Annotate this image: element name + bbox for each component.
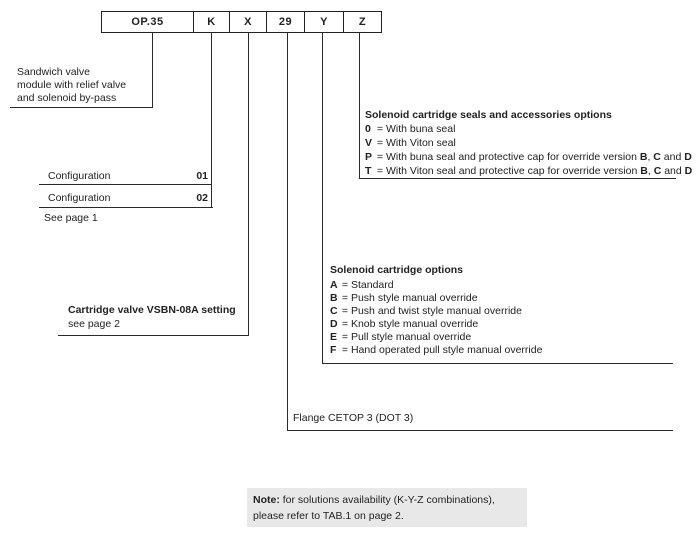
cartridge-setting-title: Cartridge valve VSBN-08A setting [68, 304, 236, 316]
option-desc-segment: C [653, 165, 662, 177]
option-equals: = [339, 331, 351, 343]
config-row-01 [48, 170, 208, 183]
connector-line-x [248, 32, 249, 336]
option-desc-segment: Knob style manual override [350, 318, 479, 330]
see-page-1-note: See page 1 [44, 212, 98, 224]
option-desc-segment: and [660, 151, 685, 163]
option-row [365, 150, 692, 164]
solenoid-options-list [330, 279, 542, 357]
code-box-op35: OP.35 [131, 16, 164, 28]
option-desc-segment: Standard [350, 279, 394, 291]
option-code: T [365, 165, 372, 177]
config-label: Configuration [48, 192, 111, 204]
model-code-boxes [101, 11, 382, 33]
option-equals: = [374, 123, 386, 135]
option-desc-segment: , [647, 165, 654, 177]
option-desc-segment: D [684, 151, 692, 163]
cartridge-setting-note: see page 2 [68, 318, 120, 330]
option-equals: = [339, 305, 351, 317]
option-code: E [330, 331, 338, 343]
connector-line-y [322, 32, 323, 363]
option-code: 0 [365, 123, 371, 135]
code-box-x: X [229, 12, 266, 32]
code-box-k: K [193, 12, 229, 32]
underline-config-02 [39, 207, 213, 208]
option-desc-segment: Push style manual override [350, 292, 478, 304]
option-code: P [365, 151, 373, 163]
underline-sandwich [10, 107, 153, 108]
sandwich-line-1: Sandwich valve [17, 66, 90, 78]
option-row [330, 344, 542, 357]
option-row [330, 305, 542, 318]
option-equals: = [374, 137, 386, 149]
sandwich-line-3: and solenoid by-pass [17, 92, 117, 104]
underline-flange [287, 430, 673, 431]
seal-options-block [365, 109, 692, 178]
config-value: 01 [196, 170, 208, 182]
underline-config-01 [39, 184, 212, 185]
underline-cartridge [58, 335, 249, 336]
connector-line-29 [287, 32, 288, 430]
flange-callout: Flange CETOP 3 (DOT 3) [293, 412, 414, 424]
connector-line-op35 [152, 32, 153, 108]
option-code: D [330, 318, 338, 330]
option-row [330, 331, 542, 344]
option-row [365, 136, 692, 150]
code-box-z: Z [343, 12, 381, 32]
option-desc-segment: C [653, 151, 661, 163]
option-desc-segment: With Viton seal [385, 137, 456, 149]
footnote-line-2: please refer to TAB.1 on page 2. [253, 510, 404, 522]
solenoid-options-block [330, 264, 542, 357]
footnote-box [247, 488, 527, 527]
option-desc-segment: B [640, 165, 648, 177]
option-desc-segment: , [647, 151, 654, 163]
config-row-02 [48, 192, 208, 205]
config-value: 02 [196, 192, 208, 204]
option-code: B [330, 292, 338, 304]
seal-options-list [365, 122, 692, 178]
code-box-y: Y [304, 12, 343, 32]
option-desc-segment: B [639, 151, 648, 163]
config-label: Configuration [48, 170, 111, 182]
option-desc-segment: Push and twist style manual override [350, 305, 522, 317]
underline-seal-options [359, 178, 676, 179]
option-desc-segment: D [684, 165, 693, 177]
option-equals: = [339, 292, 351, 304]
option-equals: = [374, 165, 386, 177]
option-row [330, 318, 542, 331]
option-row [330, 279, 542, 292]
footnote-line-1-rest: for solutions availability (K-Y-Z combinations), [279, 494, 495, 506]
option-desc-segment: Hand operated pull style manual override [350, 344, 543, 356]
option-equals: = [339, 279, 351, 291]
footnote-bold: Note: [253, 494, 280, 506]
solenoid-options-title: Solenoid cartridge options [330, 264, 464, 276]
option-equals: = [339, 344, 351, 356]
option-desc-segment: With Viton seal and protective cap for override version [385, 165, 641, 177]
sandwich-line-2: module with relief valve [17, 79, 127, 91]
seal-options-title: Solenoid cartridge seals and accessories options [365, 109, 612, 121]
option-code: V [365, 137, 373, 149]
connector-line-z [359, 32, 360, 178]
option-row [365, 122, 692, 136]
option-row [365, 164, 692, 178]
option-equals: = [374, 151, 386, 163]
sandwich-module-callout [17, 66, 126, 105]
option-code: C [330, 305, 338, 317]
code-box-29: 29 [266, 12, 304, 32]
option-row [330, 292, 542, 305]
option-desc-segment: With buna seal and protective cap for override version [385, 151, 640, 163]
option-desc-segment: Pull style manual override [350, 331, 472, 343]
option-desc-segment: With buna seal [385, 123, 456, 135]
option-code: F [330, 344, 337, 356]
option-code: A [330, 279, 338, 291]
option-desc-segment: and [661, 165, 685, 177]
footnote-line-1 [253, 492, 521, 508]
connector-line-k [211, 32, 212, 208]
underline-solenoid-options [322, 363, 673, 364]
option-equals: = [339, 318, 351, 330]
